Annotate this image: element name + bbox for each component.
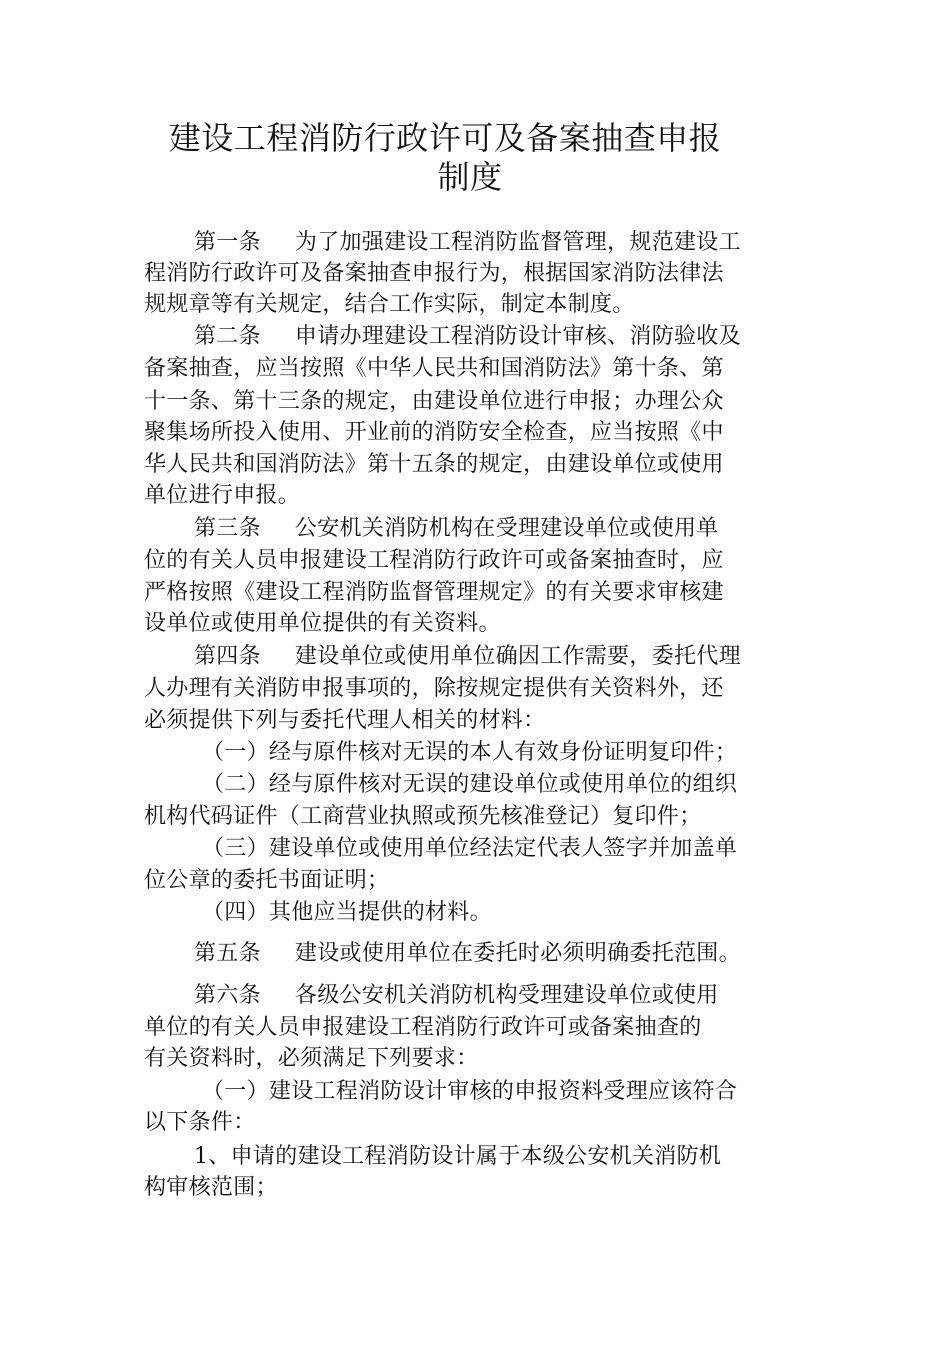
document-title-line1: 建设工程消防行政许可及备案抽查申报 <box>168 119 722 157</box>
article-3-line-3: 严格按照《建设工程消防监督管理规定》的有关要求审核建 <box>144 580 724 605</box>
article-4-item-1: （一）经与原件核对无误的本人有效身份证明复印件； <box>202 740 738 765</box>
article-6-text: 各级公安机关消防机构受理建设单位或使用 <box>294 983 719 1008</box>
article-2-label: 第二条 <box>194 324 261 349</box>
article-1-label: 第一条 <box>194 230 261 255</box>
article-3-label: 第三条 <box>194 516 261 541</box>
article-4-item-2-line-1: （二）经与原件核对无误的建设单位或使用单位的组织 <box>202 772 738 797</box>
article-2-line-4: 聚集场所投入使用、开业前的消防安全检查，应当按照《中 <box>144 420 724 445</box>
article-1-text: 为了加强建设工程消防监督管理，规范建设工 <box>294 230 741 255</box>
article-2-line-2: 备案抽查，应当按照《中华人民共和国消防法》第十条、第 <box>144 356 724 381</box>
article-2-first-line <box>194 322 741 352</box>
article-6-label: 第六条 <box>194 983 261 1008</box>
article-4-label: 第四条 <box>194 644 261 669</box>
article-6-subitem-1-line-1: 1、申请的建设工程消防设计属于本级公安机关消防机 <box>194 1144 722 1169</box>
article-4-item-3-line-2: 位公章的委托书面证明； <box>144 868 390 893</box>
article-4-line-3: 必须提供下列与委托代理人相关的材料： <box>144 708 546 733</box>
article-2-line-5: 华人民共和国消防法》第十五条的规定，由建设单位或使用 <box>144 452 724 477</box>
article-6-item-1-line-2: 以下条件： <box>144 1110 256 1135</box>
article-1-line-3: 规规章等有关规定，结合工作实际，制定本制度。 <box>144 292 635 317</box>
article-3-line-2: 位的有关人员申报建设工程消防行政许可或备案抽查时，应 <box>144 548 724 573</box>
article-3-text: 公安机关消防机构在受理建设单位或使用单 <box>294 516 719 541</box>
article-6-line-3: 有关资料时，必须满足下列要求： <box>144 1046 479 1071</box>
article-4-item-2-line-2: 机构代码证件（工商营业执照或预先核准登记）复印件； <box>144 804 702 829</box>
article-4-text: 建设单位或使用单位确因工作需要，委托代理 <box>294 644 741 669</box>
article-2-line-3: 十一条、第十三条的规定，由建设单位进行申报；办理公众 <box>144 389 724 414</box>
article-5-label: 第五条 <box>194 941 261 966</box>
article-4-item-4: （四）其他应当提供的材料。 <box>202 900 492 925</box>
article-3-first-line <box>194 514 719 544</box>
article-5-text: 建设或使用单位在委托时必须明确委托范围。 <box>294 941 741 966</box>
article-4-first-line <box>194 642 741 672</box>
article-2-line-6: 单位进行申报。 <box>144 483 301 508</box>
article-6-line-2: 单位的有关人员申报建设工程消防行政许可或备案抽查的 <box>144 1015 702 1040</box>
article-1-first-line <box>194 228 741 258</box>
article-4-item-3-line-1: （三）建设单位或使用单位经法定代表人签字并加盖单 <box>202 836 738 861</box>
article-3-line-4: 设单位或使用单位提供的有关资料。 <box>144 611 501 636</box>
article-5-first-line <box>194 939 741 969</box>
article-1-line-2: 程消防行政许可及备案抽查申报行为，根据国家消防法律法 <box>144 261 724 286</box>
article-6-item-1-line-1: （一）建设工程消防设计审核的申报资料受理应该符合 <box>202 1079 738 1104</box>
article-6-subitem-1-line-2: 构审核范围； <box>144 1175 278 1200</box>
article-2-text: 申请办理建设工程消防设计审核、消防验收及 <box>294 324 741 349</box>
article-6-first-line <box>194 981 719 1011</box>
document-title-line2: 制度 <box>437 158 503 196</box>
article-4-line-2: 人办理有关消防申报事项的，除按规定提供有关资料外，还 <box>144 676 724 701</box>
